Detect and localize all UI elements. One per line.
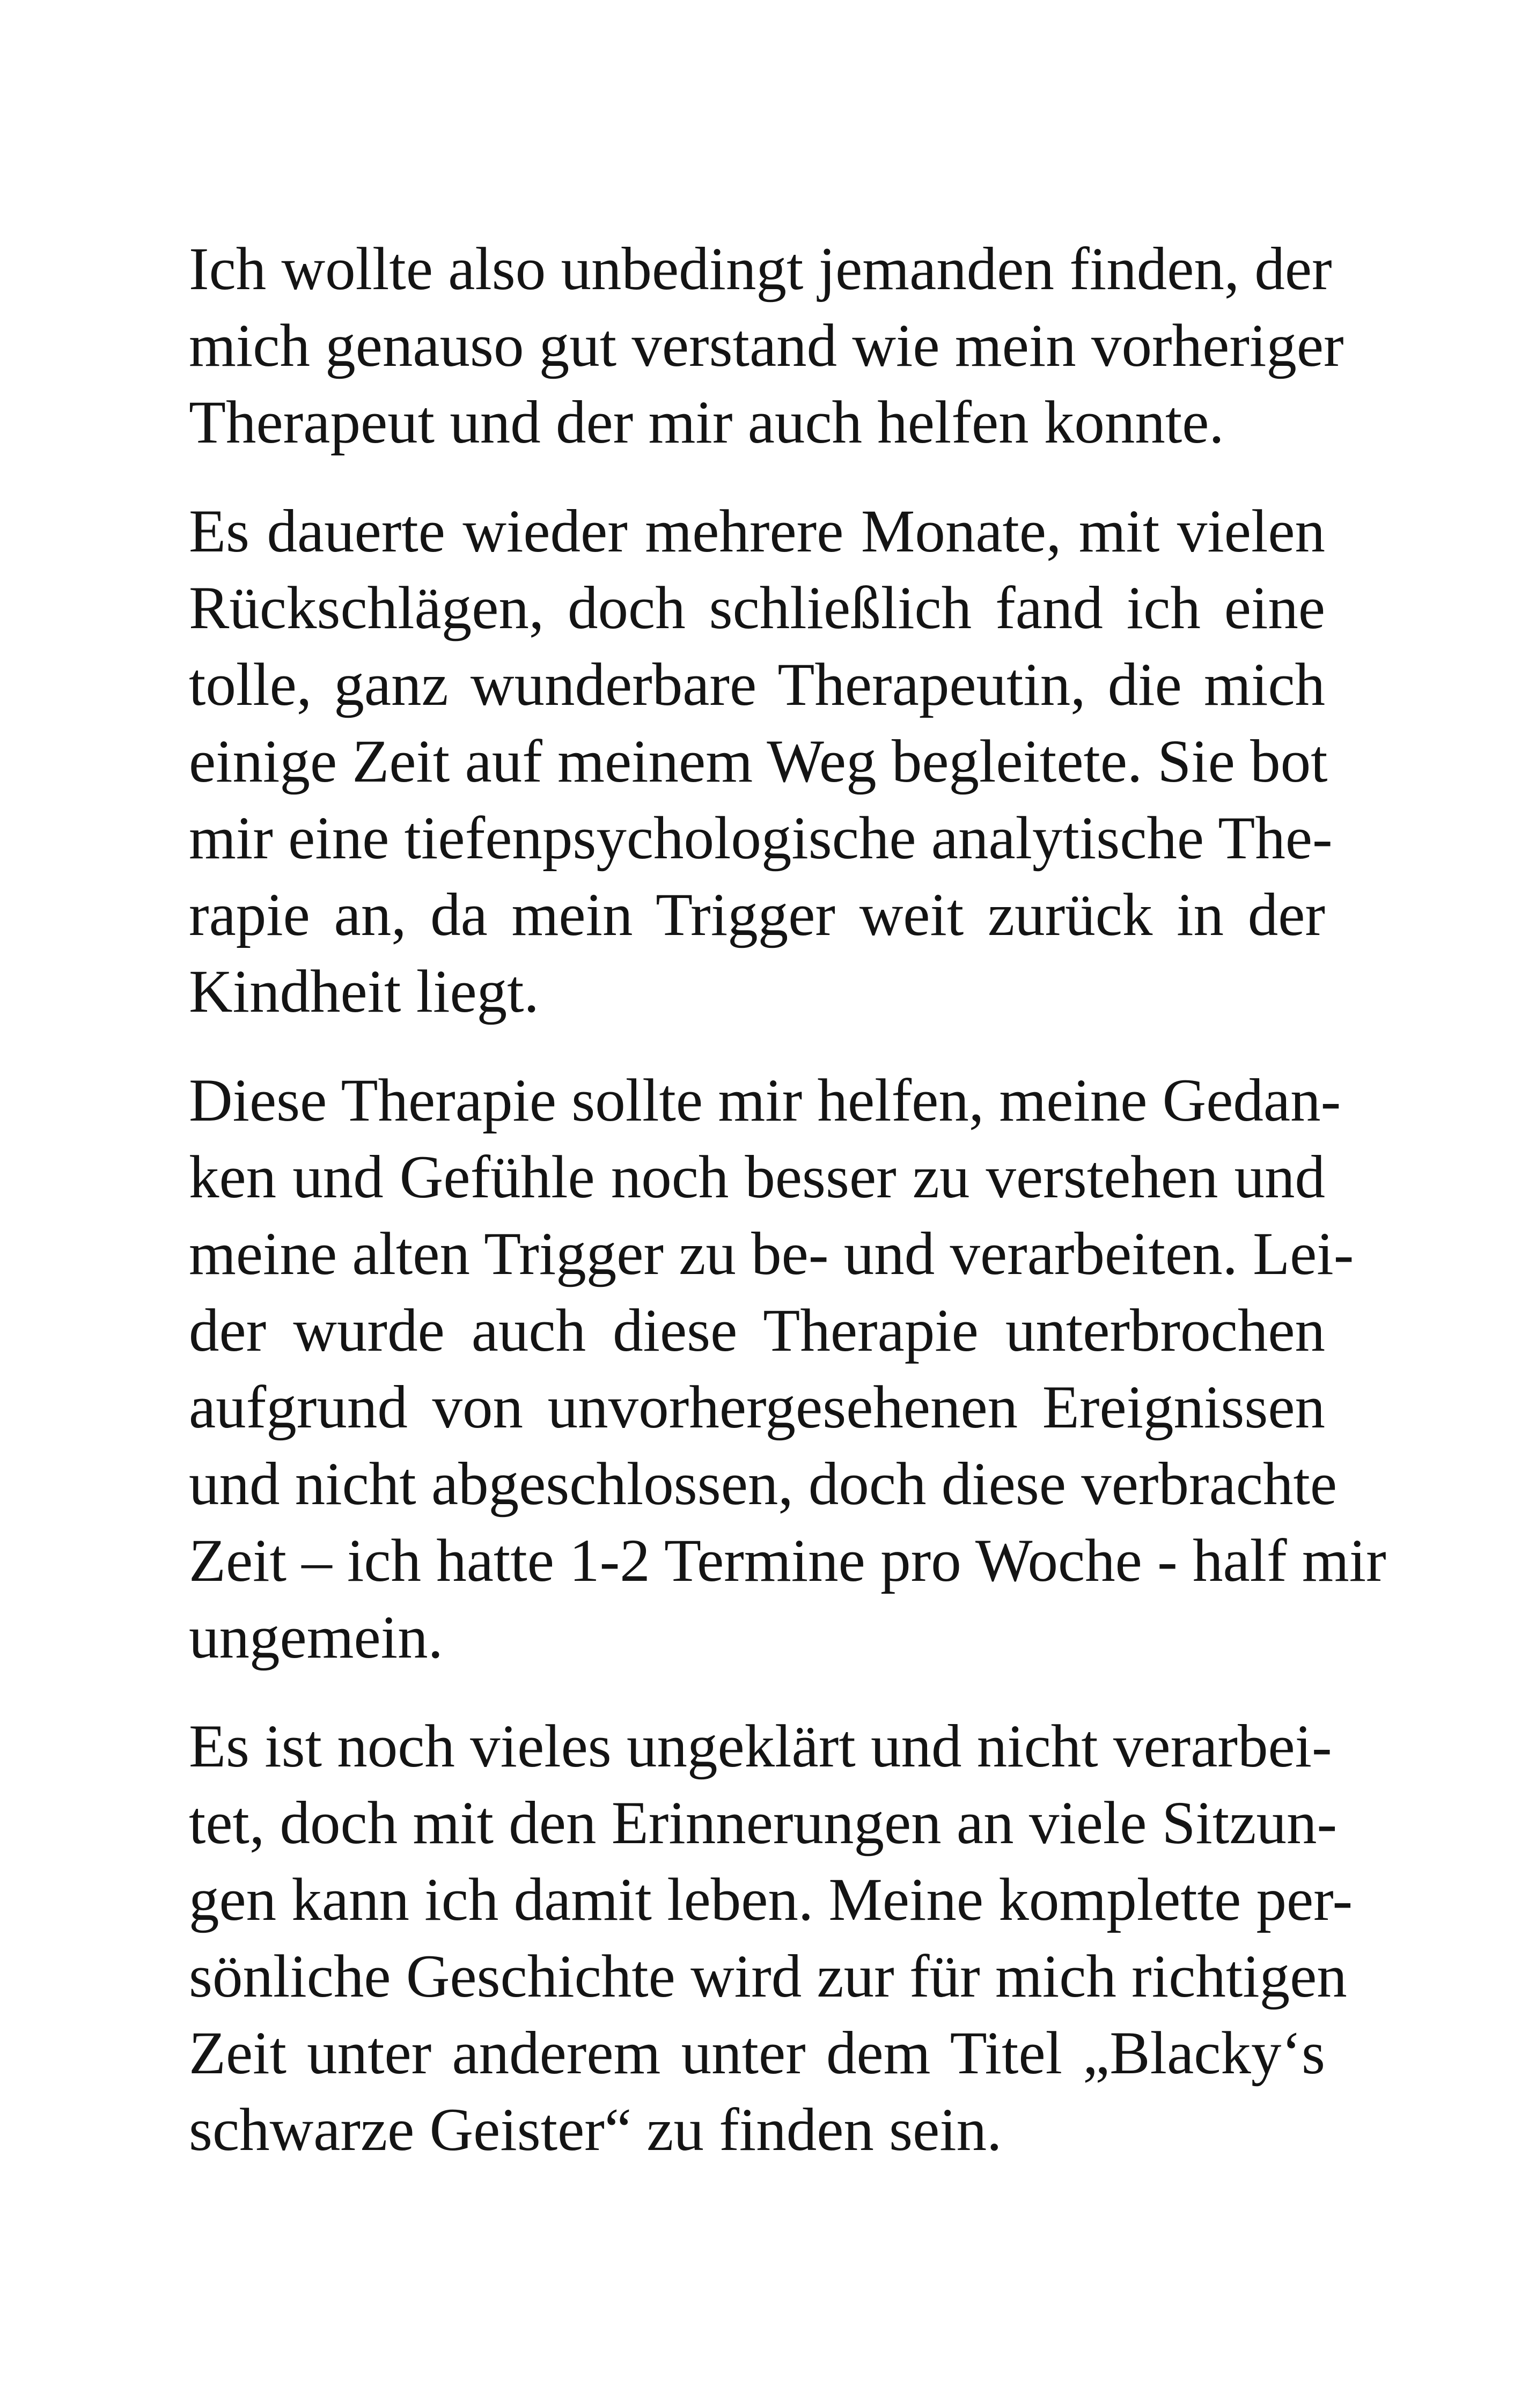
text-line: ken und Gefühle noch besser zu verstehen und bbox=[189, 1144, 1325, 1211]
text-line: mich genauso gut verstand wie mein vorheriger bbox=[189, 312, 1344, 379]
text-line: Zeit – ich hatte 1-2 Termine pro Woche - half mir bbox=[189, 1527, 1386, 1594]
text-line: schwarze Geister“ zu finden sein. bbox=[189, 2096, 1002, 2163]
text-line: Es dauerte wieder mehrere Monate, mit vielen bbox=[189, 498, 1325, 565]
paragraph bbox=[189, 231, 1344, 461]
text-line: mir eine tiefenpsychologische analytische The- bbox=[189, 805, 1333, 872]
text-line: Rückschlägen, doch schließlich fand ich eine bbox=[189, 575, 1325, 642]
text-line: Es ist noch vieles ungeklärt und nicht verarbei- bbox=[189, 1713, 1332, 1780]
text-line: tolle, ganz wunderbare Therapeutin, die mich bbox=[189, 651, 1325, 718]
text-line: Diese Therapie sollte mir helfen, meine Gedan- bbox=[189, 1067, 1341, 1134]
text-line: Ich wollte also unbedingt jemanden finden, der bbox=[189, 235, 1332, 303]
text-line: Kindheit liegt. bbox=[189, 958, 539, 1025]
text-line: meine alten Trigger zu be- und verarbeiten. Lei- bbox=[189, 1220, 1354, 1287]
text-line: tet, doch mit den Erinnerungen an viele Sitzun- bbox=[189, 1790, 1338, 1857]
paragraph bbox=[189, 1062, 1386, 1676]
text-line: gen kann ich damit leben. Meine komplette per- bbox=[189, 1866, 1353, 1933]
text-line: aufgrund von unvorhergesehenen Ereignissen bbox=[189, 1374, 1325, 1441]
text-line: Therapeut und der mir auch helfen konnte. bbox=[189, 389, 1224, 456]
text-line: rapie an, da mein Trigger weit zurück in der bbox=[189, 881, 1325, 948]
paragraph bbox=[189, 1708, 1353, 2168]
paragraph bbox=[189, 493, 1333, 1030]
text-line: der wurde auch diese Therapie unterbrochen bbox=[189, 1297, 1325, 1364]
text-line: sönliche Geschichte wird zur für mich richtigen bbox=[189, 1943, 1347, 2010]
body-text bbox=[189, 231, 1386, 2200]
text-line: und nicht abgeschlossen, doch diese verbrachte bbox=[189, 1450, 1337, 1518]
text-line: einige Zeit auf meinem Weg begleitete. Sie bot bbox=[189, 728, 1328, 795]
text-line: Zeit unter anderem unter dem Titel „Blacky‘s bbox=[189, 2020, 1325, 2087]
text-line: ungemein. bbox=[189, 1604, 443, 1671]
